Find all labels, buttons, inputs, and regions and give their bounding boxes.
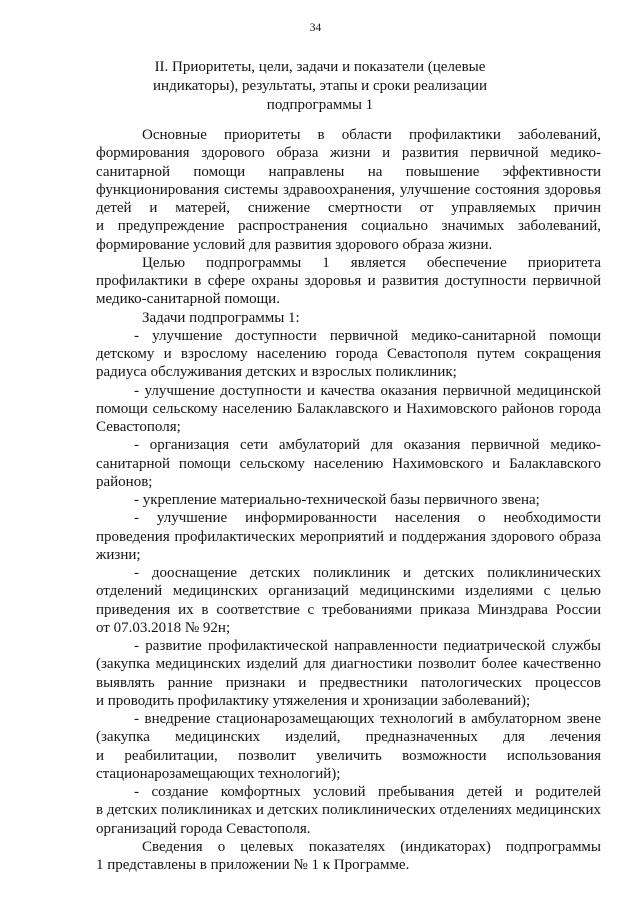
text-line: Задачи подпрограммы 1:	[142, 309, 300, 326]
text-line: медико-санитарной помощи.	[96, 291, 280, 308]
text-line: районов;	[96, 473, 153, 490]
text-line: (закупка медицинских изделий, предназначенных для лечения	[96, 729, 601, 746]
text-line: Севастополя;	[96, 419, 181, 435]
document-body	[96, 126, 601, 874]
text-line: формирование условий для развития здорового образа жизни.	[96, 236, 493, 253]
text-line: санитарной помощи направлены на повышение эффективности	[96, 163, 601, 180]
priorities-paragraph	[96, 126, 601, 254]
task-5	[96, 509, 601, 564]
heading-line: индикаторы), результаты, этапы и сроки реализации	[153, 78, 487, 94]
text-line: в детских поликлиниках и детских поликлинических отделениях медицинских	[96, 802, 601, 819]
text-line: жизни;	[96, 546, 141, 563]
text-line: Основные приоритеты в области профилактики заболеваний,	[142, 127, 601, 143]
text-line: санитарной помощи сельскому населению Нахимовского и Балаклавского	[96, 455, 601, 472]
text-line: и реабилитации, позволит увеличить возможности использования	[96, 747, 601, 764]
heading-line: II. Приоритеты, цели, задачи и показатели (целевые	[154, 59, 486, 75]
text-line: от 07.03.2018 № 92н;	[96, 619, 231, 636]
task-8	[96, 710, 601, 783]
text-line: функционирования системы здравоохранения, улучшение состояния здоровья	[96, 181, 601, 198]
text-line: - улучшение информированности населения о необходимости	[134, 510, 601, 527]
text-line: - создание комфортных условий пребывания детей и родителей	[134, 784, 601, 800]
text-line: помощи сельскому населению Балаклавского и Нахимовского районов города	[96, 400, 601, 417]
text-line: 1 представлены в приложении № 1 к Программе.	[96, 857, 410, 873]
text-line: и предупреждение распространения социально значимых заболеваний,	[96, 218, 601, 235]
text-line: - организация сети амбулаторий для оказания первичной медико-	[134, 437, 601, 454]
text-line: - развитие профилактической направленности педиатрической службы	[134, 638, 601, 654]
text-line: радиуса обслуживания детских и взрослых поликлиник;	[96, 364, 457, 381]
text-line: - дооснащение детских поликлиник и детских поликлинических	[134, 565, 601, 581]
text-line: - внедрение стационарозамещающих технологий в амбулаторном звене	[134, 711, 601, 727]
section-heading	[100, 58, 540, 115]
heading-line: подпрограммы 1	[266, 97, 374, 113]
task-2	[96, 382, 601, 437]
goal-paragraph	[96, 254, 601, 309]
text-line: Сведения о целевых показателях (индикаторах) подпрограммы	[142, 838, 601, 855]
task-9	[96, 783, 601, 838]
text-line: выявлять ранние признаки и предвестники патологических процессов	[96, 674, 601, 691]
page-number: 34	[309, 22, 322, 34]
tasks-heading	[96, 309, 601, 327]
text-line: - улучшение доступности первичной медико-санитарной помощи	[134, 327, 601, 344]
text-line: детскому и взрослому населению города Севастополя путем сокращения	[96, 346, 601, 362]
text-line: организаций города Севастополя.	[96, 820, 311, 837]
text-line: Целью подпрограммы 1 является обеспечение приоритета	[142, 254, 601, 271]
text-line: (закупка медицинских изделий для диагностики позволит более качественно	[96, 656, 601, 673]
text-line: и проводить профилактику утяжеления и хронизации заболеваний);	[96, 692, 531, 709]
task-4	[96, 491, 601, 509]
text-line: отделений медицинских организаций медицинскими изделиями с целью	[96, 583, 601, 600]
task-1	[96, 327, 601, 382]
text-line: - улучшение доступности и качества оказания первичной медицинской	[134, 382, 601, 399]
task-3	[96, 436, 601, 491]
text-line: проведения профилактических мероприятий и поддержания здорового образа	[96, 528, 601, 545]
text-line: приведения их в соответствие с требованиями приказа Минздрава России	[96, 601, 601, 618]
task-7	[96, 637, 601, 710]
text-line: формирования здорового образа жизни и развития первичной медико-	[96, 145, 601, 162]
text-line: стационарозамещающих технологий);	[96, 765, 341, 782]
text-line: детей и матерей, снижение смертности от управляемых причин	[96, 200, 601, 216]
task-6	[96, 564, 601, 637]
text-line: профилактики в сфере охраны здоровья и развития доступности первичной	[96, 273, 601, 289]
text-line: - укрепление материально-технической базы первичного звена;	[134, 492, 540, 508]
indicators-paragraph	[96, 838, 601, 875]
